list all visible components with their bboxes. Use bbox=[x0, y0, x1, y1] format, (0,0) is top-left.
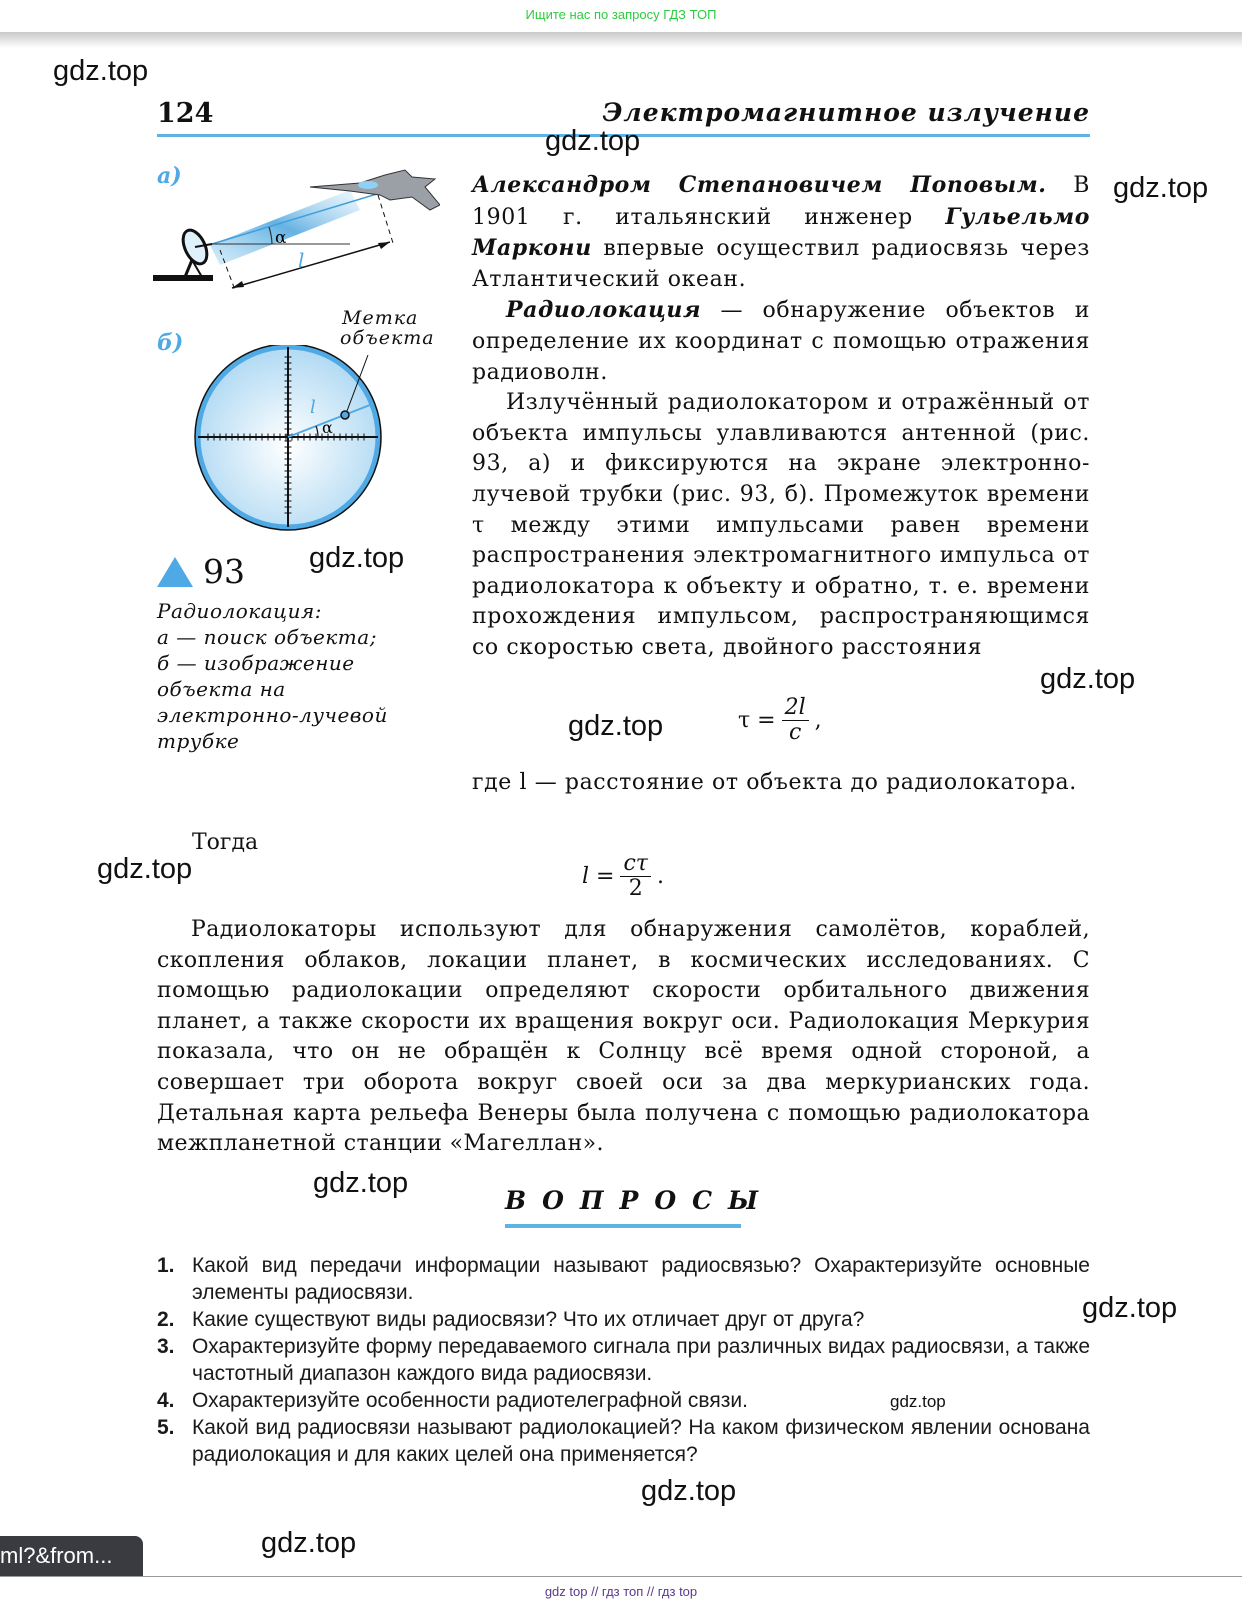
top-banner[interactable] bbox=[0, 0, 1242, 32]
formula-tail: , bbox=[814, 708, 822, 733]
paragraph-pulses: Излучённый радиолокатором и отражённый от объекта импульсы улавливаются антенной (рис. 93, а) и фиксируются на экране электронно-лучевой трубки (рис. 93, б). Промежуток времени τ между этими импульсами равен времени распространения электромагнитного импульса от радиолокатора к объекту и обратно, т. е. времени прохождения импульсом, распространяющимся со скоростью света, двойного расстояния bbox=[472, 390, 1090, 660]
paragraph-radiolocation-def bbox=[472, 295, 1090, 388]
caption-line: Радиолокация: bbox=[157, 599, 322, 623]
denominator: 2 bbox=[628, 876, 643, 901]
question-item bbox=[157, 1333, 1090, 1387]
right-column-text bbox=[472, 170, 1090, 664]
radar-antenna-icon bbox=[153, 226, 213, 281]
watermark: gdz.top bbox=[97, 853, 193, 885]
watermark: gdz.top bbox=[641, 1475, 737, 1507]
formula-lhs: l = bbox=[582, 864, 615, 889]
mark-label-line2: объекта bbox=[340, 327, 435, 349]
question-text: Какие существуют виды радиосвязи? Что их отличает друг от друга? bbox=[192, 1308, 865, 1331]
mark-label-line1: Метка bbox=[342, 307, 419, 329]
question-text: Какой вид передачи информации называют радиосвязью? Охарактеризуйте основные элементы радиосвязи. bbox=[192, 1254, 1090, 1304]
numerator: cτ bbox=[620, 852, 651, 877]
watermark: gdz.top bbox=[568, 710, 664, 742]
alpha-symbol: α bbox=[275, 228, 287, 248]
watermark: gdz.top bbox=[1040, 663, 1136, 695]
triangle-icon bbox=[157, 557, 193, 587]
question-item bbox=[157, 1252, 1090, 1306]
footer-links[interactable]: gdz top // гдз топ // гдз top bbox=[544, 1584, 698, 1599]
watermark: gdz.top bbox=[1082, 1292, 1178, 1324]
watermark: gdz.top bbox=[53, 55, 149, 87]
object-mark-dot bbox=[341, 411, 349, 419]
figure-number-text: 93 bbox=[203, 552, 245, 591]
denominator: c bbox=[788, 720, 802, 745]
caption-line: трубке bbox=[157, 729, 240, 753]
text-span: впервые осуществил радиосвязь через Атлантический океан. bbox=[472, 236, 1090, 292]
where-text: где l — расстояние от объекта до радиолокатора. bbox=[472, 770, 1077, 795]
caption-line: б — изображение bbox=[157, 651, 355, 675]
top-banner-text[interactable]: Ищите нас по запросу ГДЗ ТОП bbox=[525, 7, 717, 22]
question-text: Охарактеризуйте особенности радиотелеграфной связи. bbox=[192, 1389, 748, 1412]
watermark: gdz.top bbox=[309, 542, 405, 574]
mark-label bbox=[340, 308, 435, 348]
paragraph-where-l bbox=[472, 768, 1090, 799]
question-number: 3. bbox=[157, 1335, 175, 1358]
question-text: Охарактеризуйте форму передаваемого сигнала при различных видах радиосвязи, а также частотный диапазон каждого вида радиосвязи. bbox=[192, 1335, 1090, 1385]
formula-l bbox=[582, 852, 664, 901]
question-item bbox=[157, 1414, 1090, 1468]
term-radiolocation: Радиолокация bbox=[506, 297, 702, 324]
questions-title: ВОПРОСЫ bbox=[505, 1186, 775, 1215]
questions-list bbox=[157, 1252, 1090, 1468]
question-text: Какой вид радиосвязи называют радиолокацией? На каком физическом явлении основана радиолокация и для каких целей она применяется? bbox=[192, 1416, 1090, 1466]
paragraph-popov bbox=[472, 170, 1090, 295]
figure-b-crt-screen bbox=[190, 345, 390, 545]
crt-l-symbol: l bbox=[310, 397, 316, 418]
formula-tau bbox=[738, 696, 822, 745]
formula-lhs: τ = bbox=[738, 708, 776, 733]
caption-line: электронно-лучевой bbox=[157, 703, 388, 727]
dimension-guide-right bbox=[378, 195, 393, 243]
watermark: gdz.top bbox=[313, 1167, 409, 1199]
question-number: 1. bbox=[157, 1254, 175, 1277]
watermark: gdz.top bbox=[890, 1392, 946, 1411]
arrowhead-left bbox=[232, 281, 244, 288]
distance-symbol-l: l bbox=[298, 248, 305, 272]
question-number: 4. bbox=[157, 1389, 175, 1412]
question-number: 5. bbox=[157, 1416, 175, 1439]
top-banner-shadow bbox=[0, 32, 1242, 48]
watermark: gdz.top bbox=[261, 1527, 357, 1559]
question-number: 2. bbox=[157, 1308, 175, 1331]
figure-label-a: а) bbox=[157, 163, 182, 189]
name-marconi: Гульельмо Маркони bbox=[472, 203, 1090, 262]
then-word: Тогда bbox=[192, 830, 259, 855]
figure-number bbox=[157, 552, 245, 591]
figure-a-radar-search bbox=[150, 165, 440, 300]
fraction bbox=[782, 696, 809, 745]
fraction bbox=[620, 852, 651, 901]
chapter-title: Электромагнитное излучение bbox=[602, 98, 1090, 127]
text-span: В 1901 г. итальянский инженер bbox=[472, 173, 1090, 230]
beam-axis-line bbox=[212, 190, 390, 244]
caption-line: объекта на bbox=[157, 677, 286, 701]
figure-caption bbox=[157, 598, 447, 754]
url-preview-chip[interactable]: ml?&from... bbox=[0, 1536, 143, 1576]
question-item bbox=[157, 1306, 1090, 1333]
arrowhead-right bbox=[378, 242, 390, 249]
questions-rule bbox=[505, 1224, 741, 1228]
bottom-rule bbox=[0, 1576, 1242, 1577]
watermark: gdz.top bbox=[1113, 172, 1209, 204]
text-span: — обнаружение объектов и определение их координат с помощью отражения радиоволн. bbox=[472, 298, 1090, 385]
name-popov: Александром Степановичем Поповым. bbox=[472, 172, 1047, 198]
page-number: 124 bbox=[157, 98, 214, 129]
numerator: 2l bbox=[782, 696, 809, 721]
watermark: gdz.top bbox=[545, 125, 641, 157]
formula-tail: . bbox=[656, 864, 664, 889]
paragraph-applications bbox=[157, 915, 1090, 1160]
caption-line: а — поиск объекта; bbox=[157, 625, 377, 649]
applications-text: Радиолокаторы используют для обнаружения самолётов, кораблей, скопления облаков, локации планет, в космических исследованиях. С помощью радиолокации определяют скорости орбитального движения планет, а также скорости их вращения вокруг оси. Радиолокация Меркурия показала, что он не обращён к Солнцу всё время одной стороной, а совершает три оборота вокруг своей оси за два меркурианских года. Детальная карта рельефа Венеры была получена с помощью радиолокатора межпланетной станции «Магеллан». bbox=[157, 917, 1090, 1157]
question-item bbox=[157, 1387, 1090, 1414]
crt-alpha-symbol: α bbox=[322, 418, 333, 437]
figure-label-b: б) bbox=[157, 330, 184, 356]
